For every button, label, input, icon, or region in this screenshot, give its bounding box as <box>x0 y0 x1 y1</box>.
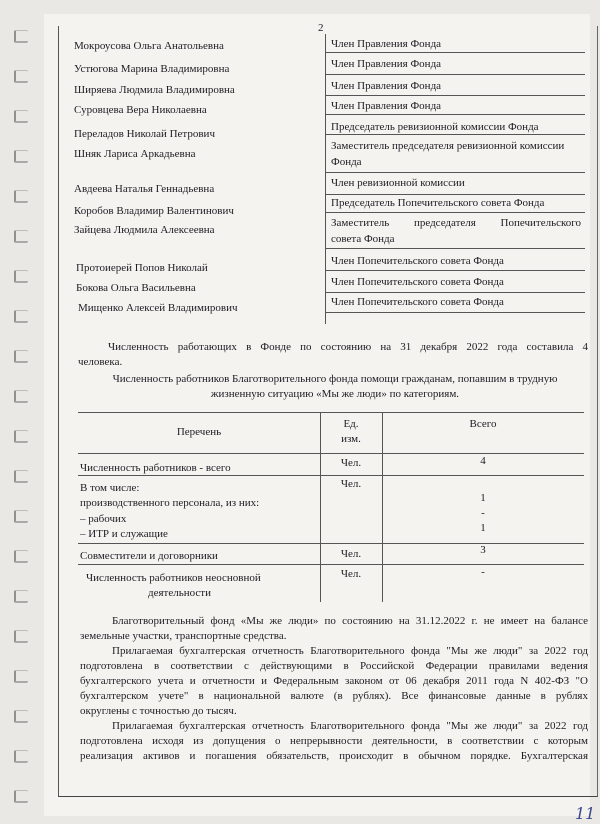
row-total: - <box>481 507 485 519</box>
binder-holes <box>14 30 28 800</box>
member-name: Шняк Лариса Аркадьевна <box>74 148 196 160</box>
member-role-cont: совета Фонда <box>331 233 395 245</box>
member-role: Член Попечительского совета Фонда <box>331 255 504 267</box>
paragraph-continuity: Прилагаемая бухгалтерская отчетность Благотворительного фонда "Мы же люди" за 2022 год <box>112 720 588 732</box>
paragraph-land: Благотворительный фонд «Мы же люди» по состоянию на 31.12.2022 г. не имеет на балансе <box>112 615 588 627</box>
member-name: Суровцева Вера Николаевна <box>74 104 207 116</box>
paragraph-reporting-cont: округлены с точностью до тысяч. <box>80 705 237 717</box>
member-role-cont: Фонда <box>331 156 362 168</box>
paragraph-continuity-cont: реализация активов и погашения обязательств, происходит в обычном порядке. Бухгалтерская <box>80 750 588 762</box>
member-name: Зайцева Людмила Алексеевна <box>74 224 215 236</box>
member-role: Член Правления Фонда <box>331 38 442 50</box>
row-label: – рабочих <box>80 513 127 525</box>
row-total: 4 <box>480 455 486 467</box>
row-unit: Чел. <box>340 568 362 580</box>
member-name: Коробов Владимир Валентинович <box>74 205 234 217</box>
headcount-text-cont: человека. <box>78 356 123 368</box>
paragraph-reporting-cont: бухгалтерском учете" в национальной валюте (в рублях). Все финансовые данные в рублях <box>80 690 588 702</box>
row-label: Численность работников неосновной <box>86 572 261 584</box>
member-role: Член ревизионной комиссии <box>331 177 465 189</box>
member-name: Устюгова Марина Владимировна <box>74 63 230 75</box>
member-role: Председатель Попечительского совета Фонда <box>331 197 545 209</box>
member-role: Член Правления Фонда <box>331 58 442 70</box>
paragraph-reporting: Прилагаемая бухгалтерская отчетность Благотворительного фонда "Мы же люди" за 2022 год <box>112 645 588 657</box>
row-label: Совместители и договорники <box>80 550 218 562</box>
table-title-cont: жизненную ситуацию «Мы же люди» по категориям. <box>210 388 460 400</box>
row-label: В том числе: <box>80 482 140 494</box>
col-header-total: Всего <box>469 418 497 430</box>
row-label: – ИТР и служащие <box>80 528 168 540</box>
table-title: Численность работников Благотворительного фонда помощи гражданам, попавшим в трудную <box>112 373 558 385</box>
member-role: Заместитель председателя Попечительского <box>331 217 581 229</box>
col-header-list: Перечень <box>176 426 222 438</box>
member-name: Переладов Николай Петрович <box>74 128 215 140</box>
row-label: производственного персонала, из них: <box>80 497 260 509</box>
row-unit: Чел. <box>340 457 362 469</box>
member-role: Заместитель председателя ревизионной комиссии <box>331 140 565 152</box>
paragraph-reporting-cont: бухгалтерского учета и отчетности и Федеральным законом от 06 декабря 2011 года N 402-ФЗ "О <box>80 675 588 687</box>
member-name: Ширяева Людмила Владимировна <box>74 84 235 96</box>
paragraph-continuity-cont: подготовлена исходя из допущения о непрерывности деятельности, в соответствии с которым <box>80 735 588 747</box>
row-label: Численность работников - всего <box>80 462 231 474</box>
member-role: Член Попечительского совета Фонда <box>331 276 504 288</box>
member-name: Протоиерей Попов Николай <box>76 262 208 274</box>
member-role: Член Попечительского совета Фонда <box>331 296 504 308</box>
member-name: Авдеева Наталья Геннадьевна <box>74 183 215 195</box>
page-number: 2 <box>318 22 324 34</box>
row-total: - <box>481 566 485 578</box>
paragraph-reporting-cont: подготовлена в соответствии с действующими в Российской Федерации правилами ведения <box>80 660 588 672</box>
col-header-unit: Ед. <box>343 418 359 430</box>
col-header-unit-cont: изм. <box>341 433 361 445</box>
row-total: 1 <box>480 492 486 504</box>
row-total: 1 <box>480 522 486 534</box>
row-unit: Чел. <box>340 548 362 560</box>
member-role: Председатель ревизионной комиссии Фонда <box>331 121 539 133</box>
row-total: 3 <box>480 544 486 556</box>
member-name: Мищенко Алексей Владимирович <box>78 302 238 314</box>
member-role: Член Правления Фонда <box>331 80 442 92</box>
handwritten-page-number: 11 <box>575 804 596 823</box>
row-label: деятельности <box>148 587 211 599</box>
member-name: Мокроусова Ольга Анатольевна <box>74 40 224 52</box>
headcount-text: Численность работающих в Фонде по состоянию на 31 декабря 2022 года составила 4 <box>108 341 588 353</box>
member-role: Член Правления Фонда <box>331 100 442 112</box>
member-name: Бокова Ольга Васильевна <box>76 282 196 294</box>
row-unit: Чел. <box>340 478 362 490</box>
paragraph-land-cont: земельные участки, транспортные средства. <box>80 630 287 642</box>
